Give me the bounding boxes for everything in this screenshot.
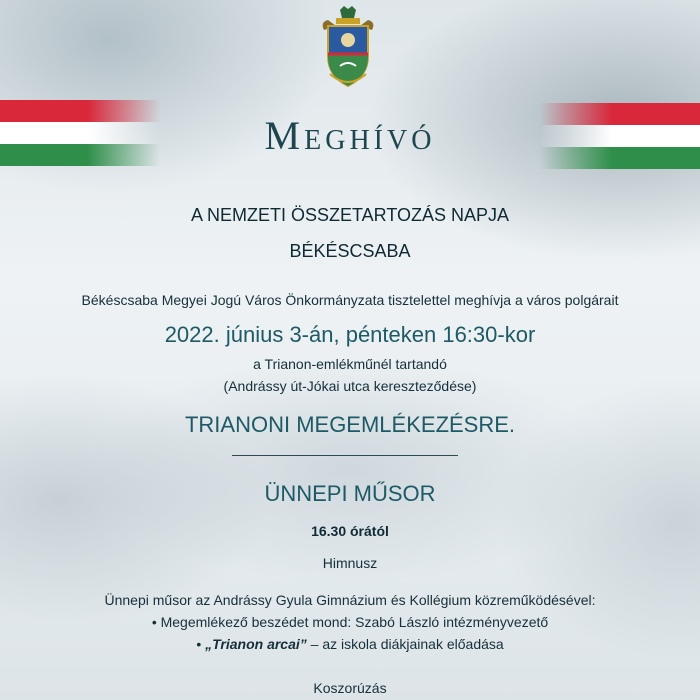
event-heading-line1: A NEMZETI ÖSSZETARTOZÁS NAPJA	[190, 205, 510, 225]
program-bullet-2	[0, 636, 700, 652]
event-purpose: TRIANONI MEGEMLÉKEZÉSRE.	[184, 412, 516, 437]
event-date: 2022. június 3-án, pénteken 16:30-kor	[164, 322, 536, 347]
bullet-1-text: Megemlékező beszédet mond: Szabó László intézményvezető	[160, 614, 549, 630]
event-place: a Trianon-emlékműnél tartandó	[253, 356, 447, 372]
program-title: ÜNNEPI MŰSOR	[264, 481, 436, 506]
program-intro: Ünnepi műsor az Andrássy Gyula Gimnázium és Kollégium közreműködésével:	[104, 592, 596, 608]
bullet-2-text: – az iskola diákjainak előadása	[306, 636, 504, 652]
divider	[232, 455, 458, 456]
program-anthem: Himnusz	[322, 555, 378, 571]
program-time: 16.30 órától	[311, 523, 389, 539]
coat-of-arms-icon	[316, 4, 380, 92]
event-heading-line2: BÉKÉSCSABA	[289, 241, 411, 261]
invite-line: Békéscsaba Megyei Jogú Város Önkormányzata tisztelettel meghívja a város polgárait	[81, 292, 619, 308]
bullet-2-title: „Trianon arcai”	[205, 636, 307, 652]
bullet-icon: •	[151, 614, 161, 630]
bullet-icon: •	[196, 636, 206, 652]
event-address: (Andrássy út-Jókai utca kereszteződése)	[223, 378, 477, 394]
program-bullet-1	[0, 614, 700, 630]
page-title: Meghívó	[264, 113, 436, 158]
program-wreath: Koszorúzás	[313, 680, 387, 696]
